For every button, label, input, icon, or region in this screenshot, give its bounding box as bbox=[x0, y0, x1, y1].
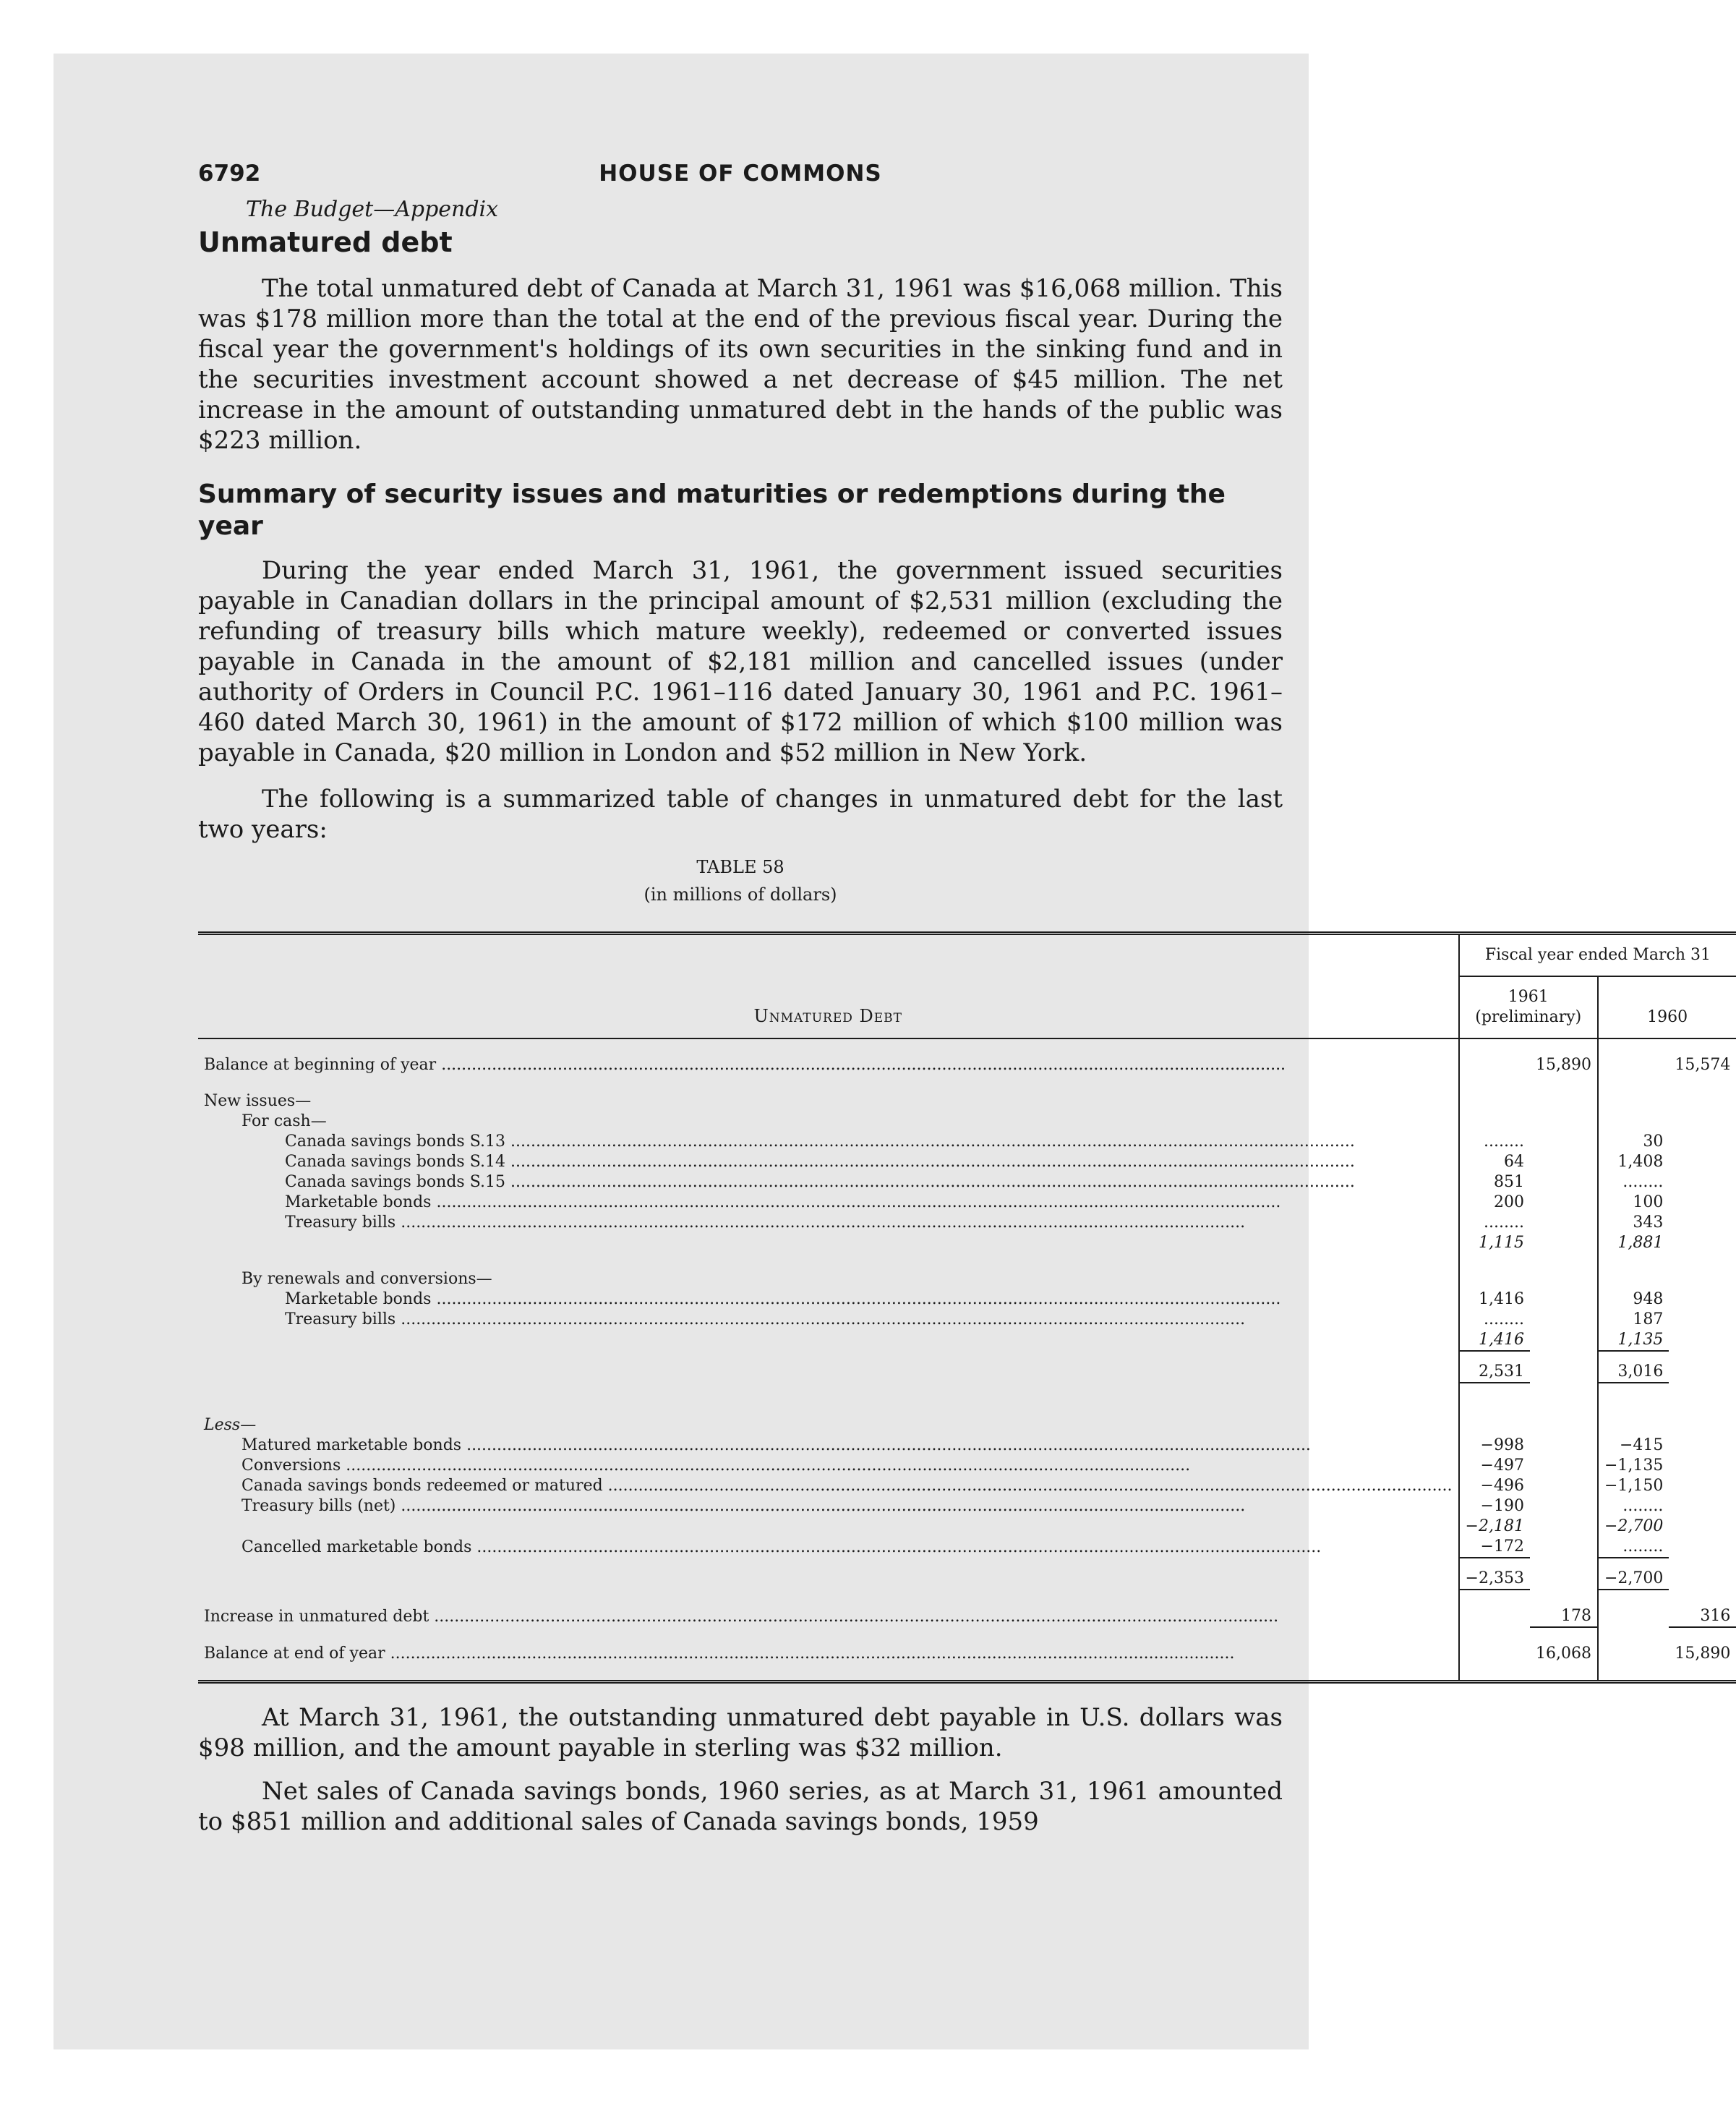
running-head bbox=[198, 161, 1283, 195]
table-row: Treasury bills ..... ........ 187 bbox=[198, 1310, 1736, 1330]
table-row-subtotal: 1,115 1,881 bbox=[198, 1233, 1736, 1253]
table-units: (in millions of dollars) bbox=[643, 884, 837, 905]
table-row: Matured marketable bonds ..... −998 −415 bbox=[198, 1436, 1736, 1456]
table-row: Canada savings bonds redeemed or matured ..... −496 −1,150 bbox=[198, 1476, 1736, 1496]
section-subtitle: The Budget—Appendix bbox=[246, 197, 499, 222]
table-row: Balance at end of year ..... 16,068 15,890 bbox=[198, 1644, 1736, 1664]
table-row: Treasury bills (net) ..... −190 ........ bbox=[198, 1496, 1736, 1517]
heading-summary: Summary of security issues and maturities or redemptions during the year bbox=[198, 479, 1226, 541]
table-row: Treasury bills ..... ........ 343 bbox=[198, 1213, 1736, 1233]
paragraph-savings-bonds: Net sales of Canada savings bonds, 1960 series, as at March 31, 1961 amounted to $851 million and additional sales of Canada savings bonds, 1959 bbox=[198, 1777, 1283, 1836]
table-row: Canada savings bonds S.14 ..... 64 1,408 bbox=[198, 1152, 1736, 1172]
table-row: Marketable bonds ..... 1,416 948 bbox=[198, 1289, 1736, 1310]
table-row: Cancelled marketable bonds ..... −172 ........ bbox=[198, 1537, 1736, 1558]
table-head-1961: 1961 (preliminary) bbox=[1459, 976, 1598, 1038]
page-content bbox=[198, 161, 1731, 1837]
table-row: By renewals and conversions— bbox=[198, 1269, 1736, 1289]
table-row: New issues— bbox=[198, 1091, 1736, 1112]
table-title: TABLE 58 bbox=[696, 857, 784, 877]
table-row-subtotal: −2,181 −2,700 bbox=[198, 1517, 1736, 1537]
table-head-group: Fiscal year ended March 31 bbox=[1459, 934, 1736, 977]
table-row-total: 2,531 3,016 bbox=[198, 1351, 1736, 1383]
table-row: Marketable bonds ..... 200 100 bbox=[198, 1193, 1736, 1213]
table-row: Less— bbox=[198, 1415, 1736, 1436]
debt-table bbox=[198, 931, 1736, 1684]
table-row-subtotal: 1,416 1,135 bbox=[198, 1330, 1736, 1351]
table-head-label: Unmatured Debt bbox=[198, 934, 1459, 1039]
paragraph-foreign-currency: At March 31, 1961, the outstanding unmatured debt payable in U.S. dollars was $98 million, and the amount payable in sterling was $32 million. bbox=[198, 1703, 1283, 1762]
table-head-1960: 1960 bbox=[1598, 976, 1736, 1038]
table-row: Increase in unmatured debt ..... 178 316 bbox=[198, 1606, 1736, 1627]
table-row: Balance at beginning of year ..... 15,890 15,574 bbox=[198, 1055, 1736, 1075]
table-row: Conversions ..... −497 −1,135 bbox=[198, 1456, 1736, 1476]
table-row: Canada savings bonds S.13 ..... ........ 30 bbox=[198, 1132, 1736, 1152]
running-title: HOUSE OF COMMONS bbox=[599, 161, 882, 187]
table-row: Canada savings bonds S.15 ..... 851 ........ bbox=[198, 1172, 1736, 1193]
paragraph-table-intro: The following is a summarized table of changes in unmatured debt for the last two years: bbox=[198, 785, 1283, 844]
table-row: For cash— bbox=[198, 1112, 1736, 1132]
paragraph-summary: During the year ended March 31, 1961, the government issued securities payable in Canadian dollars in the principal amount of $2,531 million (excluding the refunding of treasury bills which mature weekly), redeemed or converted issues payable in Canada in the amount of $2,181 million and cancelled issues (under authority of Orders in Council P.C. 1961–116 dated January 30, 1961 and P.C. 1961–460 dated March 30, 1961) in the amount of $172 million of which $100 million was payable in Canada, $20 million in London and $52 million in New York. bbox=[198, 556, 1283, 767]
scanned-page bbox=[54, 54, 1731, 2049]
page-number: 6792 bbox=[198, 161, 261, 187]
table-row-total: −2,353 −2,700 bbox=[198, 1558, 1736, 1590]
heading-unmatured-debt: Unmatured debt bbox=[198, 226, 453, 258]
paragraph-unmatured-debt: The total unmatured debt of Canada at March 31, 1961 was $16,068 million. This was $178 million more than the total at the end of the previous fiscal year. During the fiscal year the government's holdings of its own securities in the sinking fund and in the securities investment account showed a net decrease of $45 million. The net increase in the amount of outstanding unmatured debt in the hands of the public was $223 million. bbox=[198, 274, 1283, 455]
